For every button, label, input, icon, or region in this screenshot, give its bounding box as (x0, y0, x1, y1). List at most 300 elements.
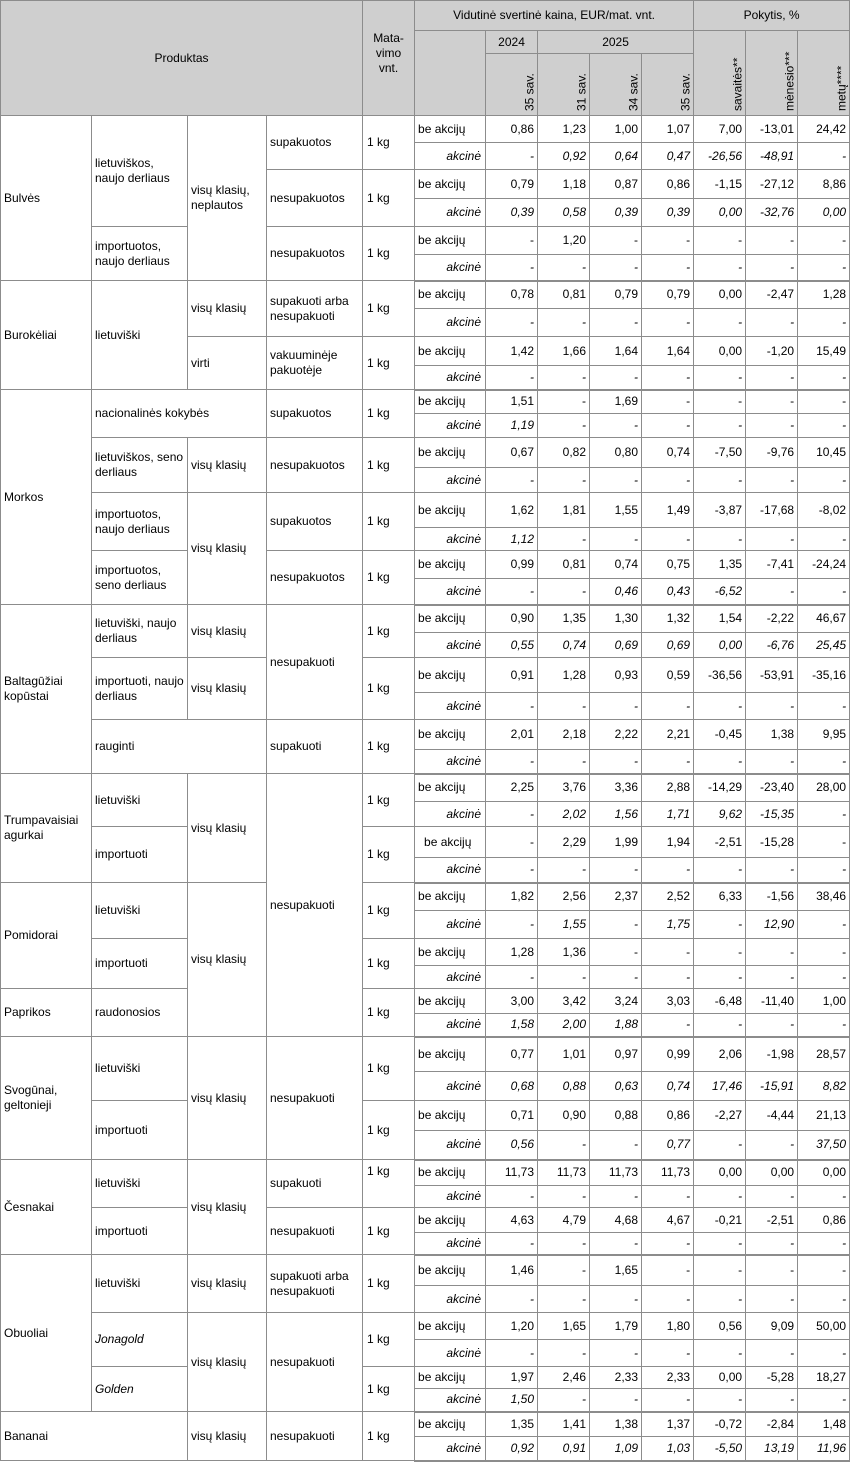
value-cell: - (486, 143, 538, 170)
sub-importuoti: importuoti (92, 1101, 188, 1160)
value-cell: - (590, 1186, 642, 1208)
value-cell: - (798, 827, 850, 858)
value-cell: - (694, 939, 746, 966)
value-cell: -9,76 (746, 438, 798, 468)
type-be: be akcijų (415, 390, 486, 414)
group-kopustai: Baltagūžiai kopūstai (1, 605, 92, 774)
value-cell: 2,37 (590, 883, 642, 911)
value-cell: - (590, 468, 642, 493)
value-cell: - (694, 858, 746, 883)
value-cell: 2,21 (642, 720, 694, 750)
value-cell: 7,00 (694, 116, 746, 143)
value-cell: 0,00 (798, 1160, 850, 1186)
table-row (1, 720, 850, 750)
header-col-2025-31: 31 sav. (538, 54, 590, 116)
value-cell: - (486, 227, 538, 255)
value-cell: 0,58 (538, 199, 590, 227)
value-cell: 0,99 (642, 1037, 694, 1072)
group-cesnakai: Česnakai (1, 1160, 92, 1255)
value-cell: - (746, 390, 798, 414)
type-be: be akcijų (415, 438, 486, 468)
table-row (1, 774, 850, 802)
value-cell: 28,00 (798, 774, 850, 802)
value-cell: 1,55 (538, 911, 590, 939)
value-cell: 0,74 (642, 1072, 694, 1101)
value-cell: - (642, 750, 694, 774)
value-cell: 2,56 (538, 883, 590, 911)
value-cell: - (590, 1233, 642, 1255)
value-cell: - (798, 693, 850, 720)
value-cell: 4,79 (538, 1208, 590, 1233)
sub-nesupakuoti: nesupakuoti (267, 1412, 363, 1461)
value-cell: - (642, 1255, 694, 1286)
value-cell: 1,65 (590, 1255, 642, 1286)
value-cell: -27,12 (746, 170, 798, 199)
header-price-group: Vidutinė svertinė kaina, EUR/mat. vnt. (415, 1, 694, 31)
table-row (1, 551, 850, 579)
value-cell: 24,42 (798, 116, 850, 143)
value-cell: - (538, 468, 590, 493)
value-cell: 4,63 (486, 1208, 538, 1233)
value-cell: 0,82 (538, 438, 590, 468)
type-be: be akcijų (415, 337, 486, 366)
value-cell: 10,45 (798, 438, 850, 468)
value-cell: - (590, 309, 642, 337)
value-cell: - (746, 858, 798, 883)
type-be: be akcijų (415, 170, 486, 199)
value-cell: - (538, 414, 590, 438)
value-cell: -7,50 (694, 438, 746, 468)
sub-supakuotos: supakuotos (267, 116, 363, 170)
value-cell: -15,91 (746, 1072, 798, 1101)
type-be: be akcijų (415, 827, 486, 858)
sub-imp-naujo: importuotos, naujo derliaus (92, 493, 188, 551)
value-cell: - (538, 750, 590, 774)
value-cell: 1,56 (590, 802, 642, 827)
value-cell: 15,49 (798, 337, 850, 366)
unit-cell: 1 kg (363, 390, 415, 438)
value-cell: - (486, 255, 538, 281)
value-cell: 11,73 (642, 1160, 694, 1186)
value-cell: - (642, 468, 694, 493)
value-cell: 2,06 (694, 1037, 746, 1072)
value-cell: - (590, 1286, 642, 1313)
value-cell: 9,62 (694, 802, 746, 827)
sub-nesupakuotos: nesupakuotos (267, 551, 363, 605)
value-cell: 2,00 (538, 1014, 590, 1037)
value-cell: - (694, 1340, 746, 1367)
value-cell: - (486, 750, 538, 774)
type-be: be akcijų (415, 1037, 486, 1072)
value-cell: - (746, 227, 798, 255)
table-row (1, 1367, 850, 1389)
value-cell: - (746, 579, 798, 605)
value-cell: - (486, 802, 538, 827)
sub-visu: visų klasių (188, 1412, 267, 1461)
table-row (1, 1101, 850, 1131)
value-cell: 1,38 (746, 720, 798, 750)
table-row (1, 1160, 850, 1186)
value-cell: - (694, 1286, 746, 1313)
type-be: be akcijų (415, 883, 486, 911)
value-cell: - (798, 1389, 850, 1412)
value-cell: 0,91 (538, 1437, 590, 1461)
value-cell: 1,82 (486, 883, 538, 911)
sub-visu: visų klasių (188, 281, 267, 337)
sub-virti: virti (188, 337, 267, 390)
value-cell: - (798, 366, 850, 390)
value-cell: 0,88 (538, 1072, 590, 1101)
value-cell: - (538, 1255, 590, 1286)
value-cell: -1,98 (746, 1037, 798, 1072)
unit-cell: 1 kg (363, 1412, 415, 1461)
value-cell: 3,24 (590, 989, 642, 1014)
value-cell: - (798, 227, 850, 255)
type-ak: akcinė (415, 366, 486, 390)
value-cell: 1,20 (538, 227, 590, 255)
value-cell: -7,41 (746, 551, 798, 579)
group-paprikos: Paprikos (1, 989, 92, 1037)
value-cell: - (642, 309, 694, 337)
value-cell: 1,99 (590, 827, 642, 858)
value-cell: 1,28 (538, 658, 590, 693)
table-row (1, 493, 850, 528)
table-row (1, 1412, 850, 1437)
value-cell: 1,42 (486, 337, 538, 366)
type-ak: akcinė (415, 1072, 486, 1101)
value-cell: - (746, 528, 798, 551)
value-cell: - (538, 858, 590, 883)
value-cell: - (798, 414, 850, 438)
sub-jonagold: Jonagold (92, 1313, 188, 1367)
value-cell: - (642, 858, 694, 883)
value-cell: - (642, 939, 694, 966)
value-cell: 0,68 (486, 1072, 538, 1101)
value-cell: - (798, 911, 850, 939)
value-cell: - (746, 1186, 798, 1208)
value-cell: 0,74 (642, 438, 694, 468)
value-cell: 1,81 (538, 493, 590, 528)
value-cell: -5,28 (746, 1367, 798, 1389)
value-cell: -15,35 (746, 802, 798, 827)
value-cell: 0,75 (642, 551, 694, 579)
value-cell: - (798, 966, 850, 989)
sub-nesupakuoti: nesupakuoti (267, 1208, 363, 1255)
value-cell: - (538, 1340, 590, 1367)
value-cell: - (694, 1233, 746, 1255)
sub-nacionalines: nacionalinės kokybės (92, 390, 267, 438)
value-cell: - (798, 579, 850, 605)
value-cell: 0,46 (590, 579, 642, 605)
value-cell: - (746, 750, 798, 774)
unit-cell: 1 kg (363, 116, 415, 170)
unit-cell: 1 kg (363, 883, 415, 939)
type-ak: akcinė (415, 802, 486, 827)
value-cell: 0,86 (642, 170, 694, 199)
value-cell: 0,78 (486, 281, 538, 309)
value-cell: 11,73 (538, 1160, 590, 1186)
value-cell: -1,56 (746, 883, 798, 911)
unit-cell: 1 kg (363, 1037, 415, 1101)
sub-nesupakuotos: nesupakuotos (267, 170, 363, 227)
value-cell: -36,56 (694, 658, 746, 693)
value-cell: 0,99 (486, 551, 538, 579)
header-change-group: Pokytis, % (694, 1, 850, 31)
value-cell: 9,95 (798, 720, 850, 750)
value-cell: - (538, 579, 590, 605)
header-product: Produktas (1, 1, 363, 116)
value-cell: 0,69 (590, 633, 642, 658)
value-cell: 0,97 (590, 1037, 642, 1072)
sub-imp-seno: importuotos, seno derliaus (92, 551, 188, 605)
value-cell: - (798, 1255, 850, 1286)
value-cell: 2,02 (538, 802, 590, 827)
sub-lietuviski: lietuviški (92, 883, 188, 939)
group-bulves: Bulvės (1, 116, 92, 281)
value-cell: - (590, 366, 642, 390)
table-row (1, 116, 850, 143)
value-cell: 28,57 (798, 1037, 850, 1072)
sub-golden: Golden (92, 1367, 188, 1412)
type-ak: akcinė (415, 1014, 486, 1037)
table-row (1, 989, 850, 1014)
value-cell: 50,00 (798, 1313, 850, 1340)
value-cell: - (538, 1186, 590, 1208)
value-cell: -35,16 (798, 658, 850, 693)
table-row (1, 827, 850, 858)
value-cell: -4,44 (746, 1101, 798, 1131)
value-cell: 0,00 (694, 1160, 746, 1186)
value-cell: - (642, 528, 694, 551)
value-cell: 1,30 (590, 605, 642, 633)
value-cell: 1,20 (486, 1313, 538, 1340)
value-cell: 1,01 (538, 1037, 590, 1072)
value-cell: - (590, 1131, 642, 1160)
type-be: be akcijų (415, 1313, 486, 1340)
header-year-2024: 2024 (486, 31, 538, 54)
sub-visu: visų klasių (188, 493, 267, 605)
unit-cell: 1 kg (363, 827, 415, 883)
type-ak: akcinė (415, 579, 486, 605)
value-cell: 2,25 (486, 774, 538, 802)
header-col-week: savaitės** (694, 31, 746, 116)
unit-cell: 1 kg (363, 1101, 415, 1160)
value-cell: -1,15 (694, 170, 746, 199)
value-cell: 0,77 (642, 1131, 694, 1160)
unit-cell: 1 kg (363, 774, 415, 827)
group-burokeliai: Burokėliai (1, 281, 92, 390)
sub-importuoti: importuoti (92, 1208, 188, 1255)
value-cell: - (590, 693, 642, 720)
value-cell: 0,69 (642, 633, 694, 658)
type-ak: akcinė (415, 199, 486, 227)
sub-visu: visų klasių (188, 605, 267, 658)
value-cell: - (538, 528, 590, 551)
value-cell: 46,67 (798, 605, 850, 633)
group-agurkai: Trumpavaisiai agurkai (1, 774, 92, 883)
type-ak: akcinė (415, 693, 486, 720)
table-body (1, 116, 850, 1461)
sub-supakuoti: supakuoti (267, 720, 363, 774)
value-cell: 0,00 (746, 1160, 798, 1186)
type-be: be akcijų (415, 493, 486, 528)
value-cell: 0,74 (538, 633, 590, 658)
value-cell: - (746, 693, 798, 720)
value-cell: 1,00 (798, 989, 850, 1014)
value-cell: - (746, 966, 798, 989)
value-cell: 0,56 (694, 1313, 746, 1340)
value-cell: 1,23 (538, 116, 590, 143)
sub-imp-naujo: importuoti, naujo derliaus (92, 658, 188, 720)
sub-supak-arba: supakuoti arba nesupakuoti (267, 281, 363, 337)
value-cell: 3,00 (486, 989, 538, 1014)
value-cell: 1,88 (590, 1014, 642, 1037)
value-cell: - (798, 143, 850, 170)
value-cell: - (694, 1186, 746, 1208)
header-col-2025-34: 34 sav. (590, 54, 642, 116)
unit-cell: 1 kg (363, 605, 415, 658)
value-cell: - (694, 1131, 746, 1160)
value-cell: 1,65 (538, 1313, 590, 1340)
table-row (1, 438, 850, 468)
value-cell: 0,43 (642, 579, 694, 605)
sub-vakuum: vakuuminėje pakuotėje (267, 337, 363, 390)
value-cell: - (538, 390, 590, 414)
type-ak: akcinė (415, 966, 486, 989)
value-cell: 11,96 (798, 1437, 850, 1461)
value-cell: - (486, 693, 538, 720)
unit-cell: 1 kg (363, 170, 415, 227)
value-cell: 1,54 (694, 605, 746, 633)
value-cell: 1,66 (538, 337, 590, 366)
value-cell: - (746, 255, 798, 281)
unit-cell: 1 kg (363, 281, 415, 337)
type-ak: akcinė (415, 633, 486, 658)
value-cell: -32,76 (746, 199, 798, 227)
value-cell: 0,59 (642, 658, 694, 693)
sub-visu: visų klasių (188, 1313, 267, 1412)
table-row (1, 1313, 850, 1340)
value-cell: -6,48 (694, 989, 746, 1014)
value-cell: - (798, 528, 850, 551)
value-cell: 1,03 (642, 1437, 694, 1461)
value-cell: -5,50 (694, 1437, 746, 1461)
value-cell: -0,45 (694, 720, 746, 750)
group-obuoliai: Obuoliai (1, 1255, 92, 1412)
value-cell: - (694, 309, 746, 337)
value-cell: 1,38 (590, 1412, 642, 1437)
value-cell: 1,75 (642, 911, 694, 939)
value-cell: -2,84 (746, 1412, 798, 1437)
value-cell: - (746, 468, 798, 493)
value-cell: -1,20 (746, 337, 798, 366)
value-cell: - (538, 966, 590, 989)
value-cell: 1,41 (538, 1412, 590, 1437)
sub-supakuotos: supakuotos (267, 493, 363, 551)
header-unit: Mata-vimo vnt. (363, 1, 415, 116)
value-cell: 18,27 (798, 1367, 850, 1389)
value-cell: 0,87 (590, 170, 642, 199)
type-ak: akcinė (415, 309, 486, 337)
unit-cell: 1 kg (363, 438, 415, 493)
value-cell: - (642, 414, 694, 438)
unit-cell: 1 kg (363, 1313, 415, 1367)
type-be: be akcijų (415, 720, 486, 750)
sub-raudonosios: raudonosios (92, 989, 188, 1037)
value-cell: 0,93 (590, 658, 642, 693)
unit-cell: 1 kg (363, 337, 415, 390)
value-cell: - (798, 1186, 850, 1208)
value-cell: - (538, 1131, 590, 1160)
value-cell: - (590, 911, 642, 939)
sub-nesupakuoti: nesupakuoti (267, 1313, 363, 1412)
value-cell: - (746, 414, 798, 438)
value-cell: 1,00 (590, 116, 642, 143)
value-cell: 1,35 (694, 551, 746, 579)
sub-visu: visų klasių (188, 883, 267, 1037)
value-cell: 1,18 (538, 170, 590, 199)
value-cell: - (642, 1340, 694, 1367)
sub-nesupakuotos: nesupakuotos (267, 438, 363, 493)
value-cell: - (746, 1131, 798, 1160)
value-cell: -2,51 (746, 1208, 798, 1233)
value-cell: - (486, 858, 538, 883)
value-cell: - (746, 1255, 798, 1286)
value-cell: 1,55 (590, 493, 642, 528)
value-cell: - (746, 1286, 798, 1313)
value-cell: 0,55 (486, 633, 538, 658)
value-cell: 3,03 (642, 989, 694, 1014)
value-cell: -2,27 (694, 1101, 746, 1131)
value-cell: 0,56 (486, 1131, 538, 1160)
value-cell: - (486, 911, 538, 939)
sub-nesupakuoti: nesupakuoti (267, 1037, 363, 1160)
value-cell: - (798, 468, 850, 493)
value-cell: - (590, 858, 642, 883)
type-ak: akcinė (415, 1186, 486, 1208)
type-be: be akcijų (415, 939, 486, 966)
sub-visu: visų klasių (188, 658, 267, 720)
type-ak: akcinė (415, 1131, 486, 1160)
value-cell: - (746, 1340, 798, 1367)
value-cell: 1,50 (486, 1389, 538, 1412)
type-be: be akcijų (415, 281, 486, 309)
value-cell: - (694, 390, 746, 414)
value-cell: 12,90 (746, 911, 798, 939)
value-cell: 1,80 (642, 1313, 694, 1340)
value-cell: - (642, 366, 694, 390)
value-cell: - (486, 468, 538, 493)
type-ak: akcinė (415, 468, 486, 493)
sub-visu: visų klasių (188, 1255, 267, 1313)
value-cell: - (590, 528, 642, 551)
header-col-month: mėnesio*** (746, 31, 798, 116)
value-cell: 6,33 (694, 883, 746, 911)
value-cell: -13,01 (746, 116, 798, 143)
value-cell: - (642, 255, 694, 281)
group-bananai: Bananai (1, 1412, 188, 1461)
value-cell: 0,81 (538, 551, 590, 579)
type-ak: akcinė (415, 1389, 486, 1412)
value-cell: - (642, 390, 694, 414)
value-cell: -23,40 (746, 774, 798, 802)
value-cell: 13,19 (746, 1437, 798, 1461)
value-cell: - (486, 309, 538, 337)
value-cell: - (798, 939, 850, 966)
header-col-year: metų**** (798, 31, 850, 116)
value-cell: - (798, 802, 850, 827)
group-svogunai: Svogūnai, geltonieji (1, 1037, 92, 1160)
